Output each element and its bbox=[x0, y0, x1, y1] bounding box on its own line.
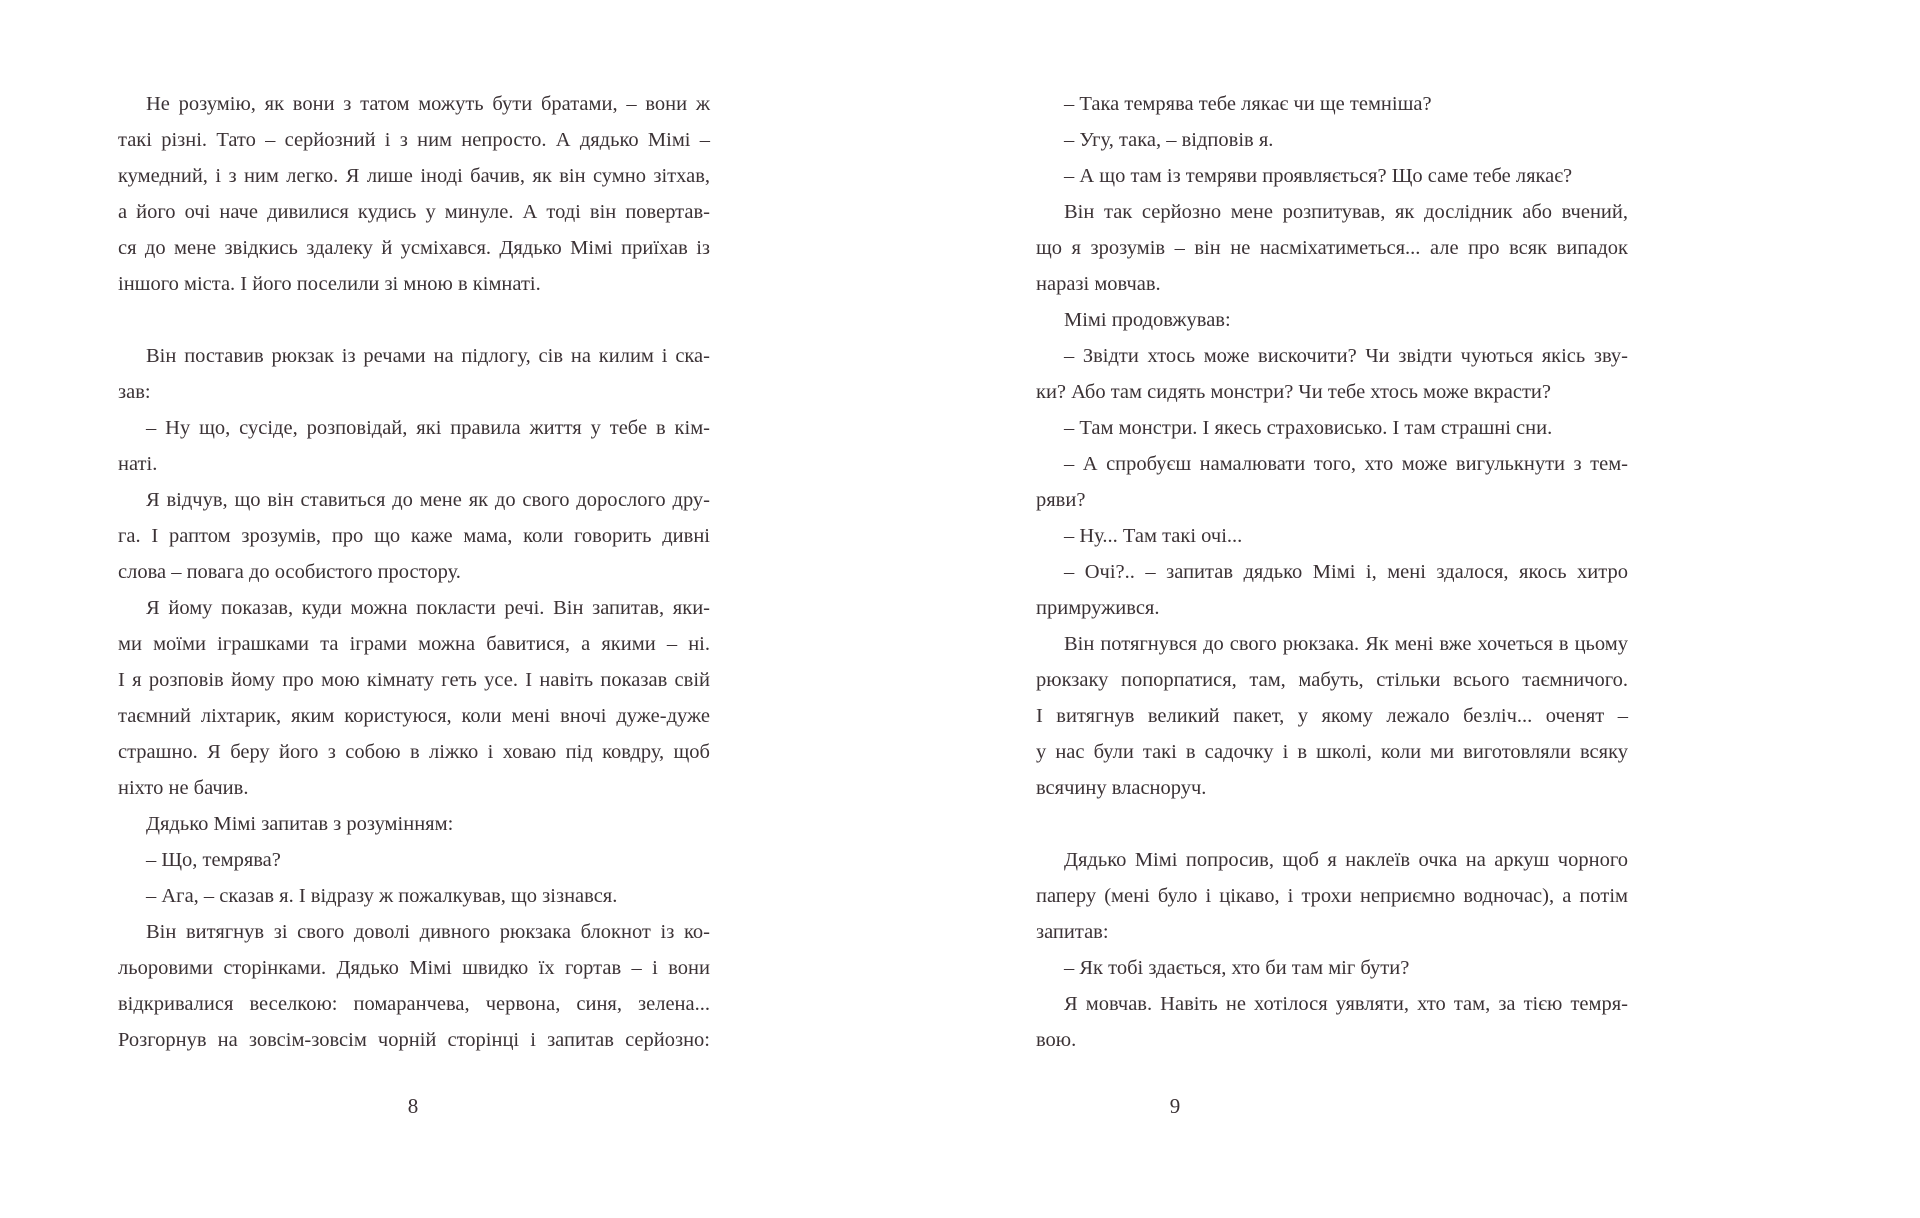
text-line: примружився. bbox=[1036, 597, 1160, 619]
paragraph bbox=[1036, 986, 1628, 1058]
text-line: відкривалися веселкою: помаранчева, червона, синя, зелена... bbox=[118, 993, 710, 1015]
text-line: Розгорнув на зовсім-зовсім чорній сторінці і запитав серйозно: bbox=[118, 1029, 710, 1051]
text-line: іншого міста. І його поселили зі мною в кімнаті. bbox=[118, 273, 541, 295]
text-line: Я йому показав, куди можна покласти речі. Він запитав, яки- bbox=[146, 597, 710, 619]
text-line: ми моїми іграшками та іграми можна бавитися, а якими – ні. bbox=[118, 633, 710, 655]
text-line: Він так серйозно мене розпитував, як дослідник або вчений, bbox=[1064, 201, 1628, 223]
text-line: вою. bbox=[1036, 1029, 1077, 1051]
text-line: – Як тобі здається, хто би там міг бути? bbox=[1064, 957, 1410, 979]
text-line: ряви? bbox=[1036, 489, 1086, 511]
text-line: – Така темрява тебе лякає чи ще темніша? bbox=[1064, 93, 1432, 115]
text-line: кумедний, і з ним легко. Я лише іноді бачив, як він сумно зітхав, bbox=[118, 165, 710, 187]
text-line: Я мовчав. Навіть не хотілося уявляти, хто там, за тією темря- bbox=[1064, 993, 1628, 1015]
text-line: ки? Або там сидять монстри? Чи тебе хтось може вкрасти? bbox=[1036, 381, 1552, 403]
text-line: страшно. Я беру його з собою в ліжко і ховаю під ковдру, щоб bbox=[118, 741, 710, 763]
text-line: наразі мовчав. bbox=[1036, 273, 1161, 295]
paragraph bbox=[1036, 554, 1628, 626]
paragraph bbox=[118, 338, 710, 410]
text-line: слова – повага до особистого простору. bbox=[118, 561, 461, 583]
text-line: таємний ліхтарик, яким користуюся, коли мені вночі дуже-дуже bbox=[118, 705, 710, 727]
text-line: рюкзаку попорпатися, там, мабуть, стільки всього таємничого. bbox=[1036, 669, 1628, 691]
page-number-left: 8 bbox=[407, 1094, 419, 1118]
text-line: Він поставив рюкзак із речами на підлогу, сів на килим і ска- bbox=[146, 345, 710, 367]
text-line: зав: bbox=[118, 381, 151, 403]
text-line: – А спробуєш намалювати того, хто може вигулькнути з тем- bbox=[1064, 453, 1628, 475]
paragraph bbox=[1036, 194, 1628, 302]
text-line: запитав: bbox=[1036, 921, 1109, 943]
text-line: паперу (мені було і цікаво, і трохи неприємно водночас), а потім bbox=[1036, 885, 1628, 907]
paragraph bbox=[1036, 950, 1628, 986]
paragraph bbox=[118, 878, 710, 914]
text-line: льоровими сторінками. Дядько Мімі швидко їх гортав – і вони bbox=[118, 957, 710, 979]
text-line: І витягнув великий пакет, у якому лежало безліч... оченят – bbox=[1036, 705, 1628, 727]
paragraph bbox=[118, 842, 710, 878]
text-line: – Там монстри. І якесь страховисько. І там страшні сни. bbox=[1064, 417, 1553, 439]
text-line: – Звідти хтось може вискочити? Чи звідти чуються якісь зву- bbox=[1064, 345, 1628, 367]
text-line: Він витягнув зі свого доволі дивного рюкзака блокнот із ко- bbox=[146, 921, 710, 943]
paragraph bbox=[118, 806, 710, 842]
paragraph bbox=[118, 914, 710, 1058]
paragraph bbox=[1036, 86, 1628, 122]
paragraph bbox=[1036, 410, 1628, 446]
paragraph bbox=[118, 482, 710, 590]
text-line: всячину власноруч. bbox=[1036, 777, 1207, 799]
text-line: – Очі?.. – запитав дядько Мімі і, мені здалося, якось хитро bbox=[1064, 561, 1628, 583]
paragraph bbox=[1036, 122, 1628, 158]
text-line: Не розумію, як вони з татом можуть бути братами, – вони ж bbox=[146, 93, 710, 115]
text-line: наті. bbox=[118, 453, 158, 475]
page-number-right: 9 bbox=[1169, 1094, 1181, 1118]
paragraph bbox=[1036, 518, 1628, 554]
text-line: Дядько Мімі попросив, щоб я наклеїв очка на аркуш чорного bbox=[1064, 849, 1628, 871]
text-line: Мімі продовжував: bbox=[1064, 309, 1231, 331]
text-line: – Ну... Там такі очі... bbox=[1064, 525, 1243, 547]
text-line: І я розповів йому про мою кімнату геть усе. І навіть показав свій bbox=[118, 669, 710, 691]
text-line: – Угу, така, – відповів я. bbox=[1064, 129, 1274, 151]
text-line: Він потягнувся до свого рюкзака. Як мені вже хочеться в цьому bbox=[1064, 633, 1628, 655]
text-line: ся до мене звідкись здалеку й усміхався. Дядько Мімі приїхав із bbox=[118, 237, 710, 259]
text-line: Дядько Мімі запитав з розумінням: bbox=[146, 813, 454, 835]
text-line: ніхто не бачив. bbox=[118, 777, 249, 799]
text-line: у нас були такі в садочку і в школі, коли ми виготовляли всяку bbox=[1036, 741, 1628, 763]
paragraph bbox=[1036, 158, 1628, 194]
text-line: що я зрозумів – він не насміхатиметься... але про всяк випадок bbox=[1036, 237, 1628, 259]
paragraph bbox=[118, 590, 710, 806]
text-line: – Ага, – сказав я. І відразу ж пожалкував, що зізнався. bbox=[146, 885, 618, 907]
text-line: га. І раптом зрозумів, про що каже мама, коли говорить дивні bbox=[118, 525, 710, 547]
paragraph bbox=[1036, 302, 1628, 338]
paragraph bbox=[1036, 842, 1628, 950]
paragraph bbox=[1036, 446, 1628, 518]
paragraph bbox=[118, 86, 710, 302]
paragraph bbox=[118, 410, 710, 482]
text-line: – А що там із темряви проявляється? Що саме тебе лякає? bbox=[1064, 165, 1573, 187]
text-line: Я відчув, що він ставиться до мене як до свого дорослого дру- bbox=[146, 489, 710, 511]
page-right-text bbox=[1036, 86, 1628, 1058]
paragraph bbox=[1036, 338, 1628, 410]
text-line: – Ну що, сусіде, розповідай, які правила життя у тебе в кім- bbox=[146, 417, 710, 439]
paragraph bbox=[1036, 626, 1628, 806]
text-line: а його очі наче дивилися кудись у минуле. А тоді він повертав- bbox=[118, 201, 710, 223]
text-line: такі різні. Тато – серйозний і з ним непросто. А дядько Мімі – bbox=[118, 129, 710, 151]
page-left-text bbox=[118, 86, 710, 1058]
text-line: – Що, темрява? bbox=[146, 849, 281, 871]
